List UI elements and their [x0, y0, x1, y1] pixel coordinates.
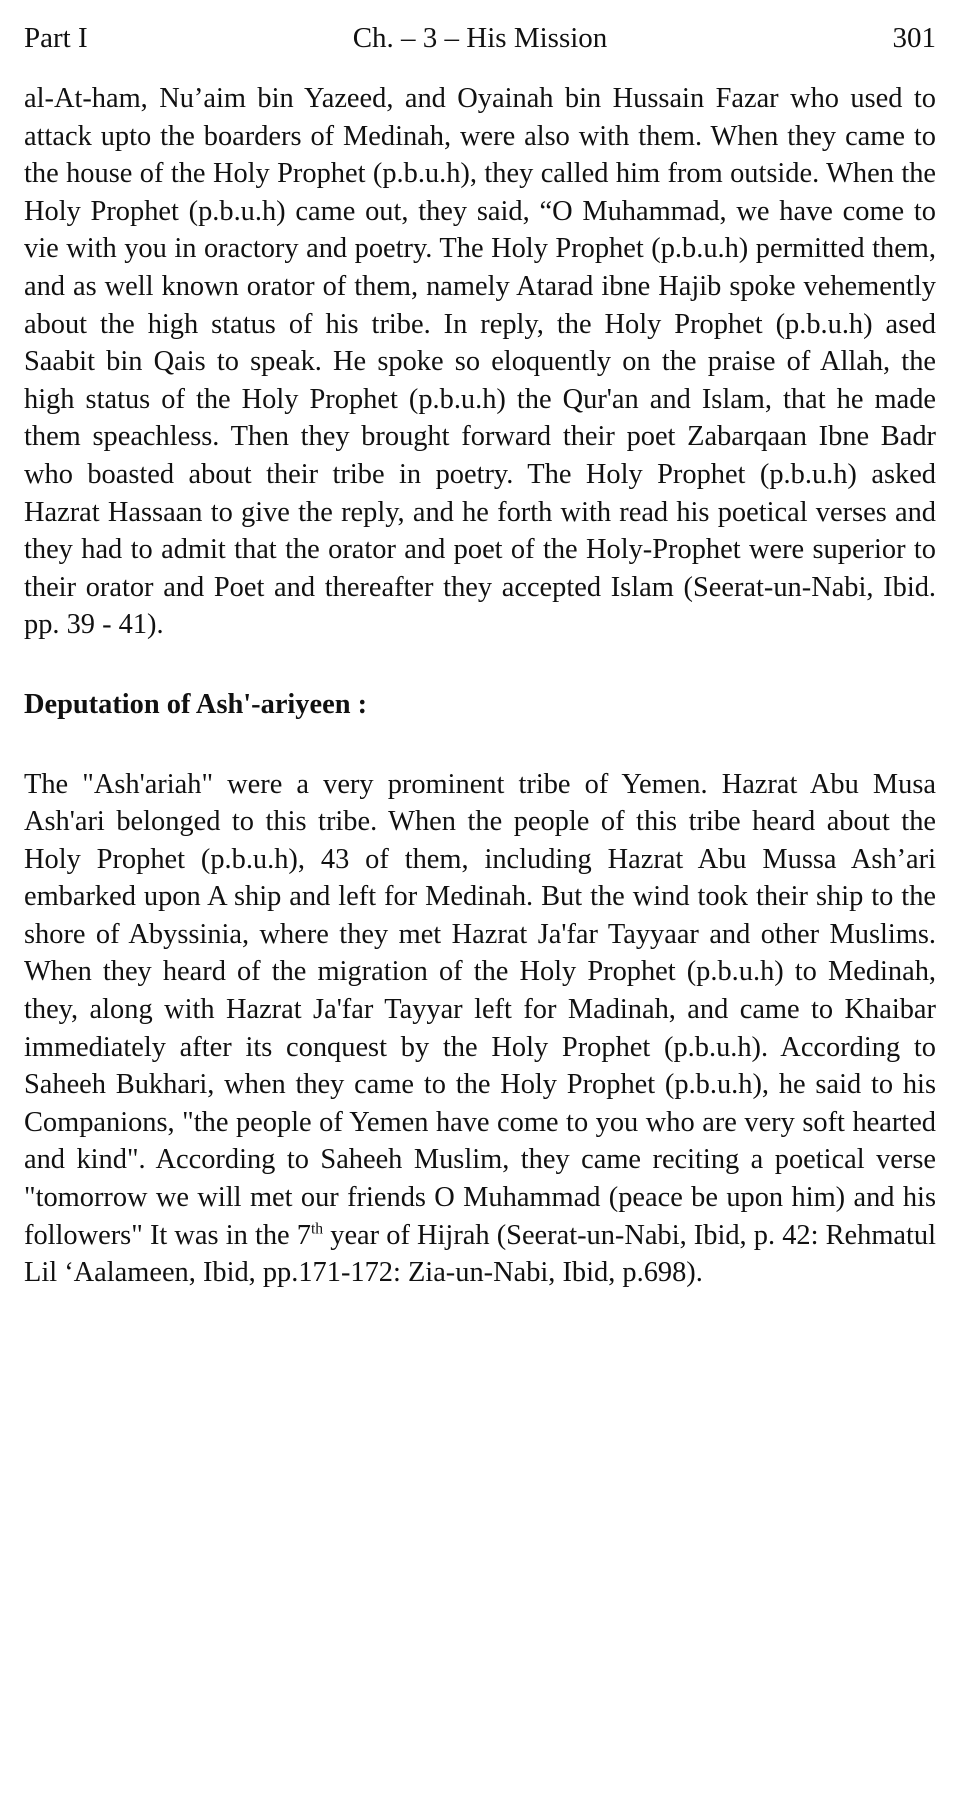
running-head	[24, 14, 936, 62]
paragraph-2-text-end: year of Hijrah (Seerat-un-Nabi, Ibid, p. 42: Rehmatul Lil ‘Aalameen, Ibid, pp.171-172: Zia-un-Nabi, Ibid, p.698).	[24, 1219, 937, 1289]
page-number: 301	[892, 22, 936, 54]
paragraph-2-text: The "Ash'ariah" were a very prominent tribe of Yemen. Hazrat Abu Musa Ash'ari belonged to this tribe. When the people of this tribe heard about the Holy Prophet (p.b.u.h), 43 of them, including Hazrat Abu Mussa Ash’ari embarked upon A ship and left for Medinah. But the wind took their ship to the shore of Abyssinia, where they met Hazrat Ja'far Tayyaar and other Muslims. When they heard of the migration of the Holy Prophet (p.b.u.h) to Medinah, they, along with Hazrat Ja'far Tayyar left for Madinah, and came to Khaibar immediately after its conquest by the Holy Prophet (p.b.u.h). According to Saheeh Bukhari, when they came to the Holy Prophet (p.b.u.h), he said to his Companions, "the people of Yemen have come to you who are very soft hearted and kind". According to Saheeh Muslim, they came reciting a poetical verse "tomorrow we will met our friends O Muhammad (peace be upon him) and his followers" It was in the 7	[24, 768, 936, 1251]
part-label: Part I	[24, 22, 88, 54]
body-paragraph-2	[24, 766, 936, 1292]
section-heading: Deputation of Ash'-ariyeen :	[24, 688, 368, 720]
chapter-title: Ch. – 3 – His Mission	[352, 22, 608, 54]
body-paragraph-1: al-At-ham, Nu’aim bin Yazeed, and Oyainah bin Hussain Fazar who used to attack upto the boarders of Medinah, were also with them. When they came to the house of the Holy Prophet (p.b.u.h), they called him from outside. When the Holy Prophet (p.b.u.h) came out, they said, “O Muhammad, we have come to vie with you in oractory and poetry. The Holy Prophet (p.b.u.h) permitted them, and as well known orator of them, namely Atarad ibne Hajib spoke vehemently about the high status of his tribe. In reply, the Holy Prophet (p.b.u.h) ased Saabit bin Qais to speak. He spoke so eloquently on the praise of Allah, the high status of the Holy Prophet (p.b.u.h) the Qur'an and Islam, that he made them speachless. Then they brought forward their poet Zabarqaan Ibne Badr who boasted about their tribe in poetry. The Holy Prophet (p.b.u.h) asked Hazrat Hassaan to give the reply, and he forth with read his poetical verses and they had to admit that the orator and poet of the Holy-Prophet were superior to their orator and Poet and thereafter they accepted Islam (Seerat-un-Nabi, Ibid. pp. 39 - 41).	[24, 83, 936, 641]
ordinal-superscript: th	[310, 1220, 324, 1238]
book-page	[24, 14, 936, 1774]
